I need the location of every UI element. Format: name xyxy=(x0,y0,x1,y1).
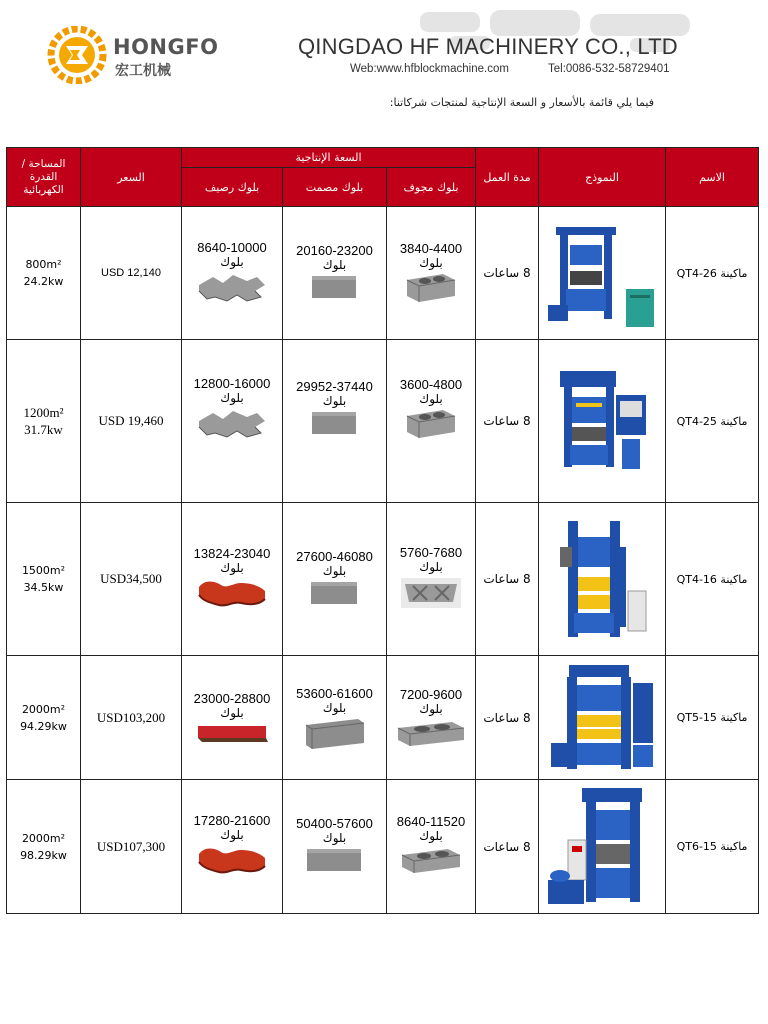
unit-label: بلوك xyxy=(322,563,347,578)
unit-label: بلوك xyxy=(419,702,443,716)
hollow-capacity: 8640-11520 xyxy=(396,814,466,829)
solid-block-icon xyxy=(309,578,361,608)
working-hours: 8 ساعات xyxy=(476,207,539,340)
machine-name: ماكينة QT4-25 xyxy=(666,340,759,503)
solid-cell xyxy=(283,340,387,503)
hollow-capacity: 3840-4400 xyxy=(399,240,463,256)
price-cell: USD107,300 xyxy=(81,780,182,914)
table-row xyxy=(7,503,759,656)
table-row xyxy=(7,656,759,780)
area-power-cell xyxy=(7,656,81,780)
header-name: الاسم xyxy=(666,148,759,207)
area-power-cell xyxy=(7,207,81,340)
solid-capacity: 53600-61600 xyxy=(296,686,373,701)
solid-capacity: 50400-57600 xyxy=(296,816,373,831)
unit-label: بلوك xyxy=(220,390,244,405)
model-image-cell xyxy=(539,780,666,914)
unit-label: بلوك xyxy=(220,560,244,575)
solid-block-icon xyxy=(302,715,368,753)
solid-block-icon xyxy=(310,272,360,302)
hollow-capacity: 7200-9600 xyxy=(399,687,463,702)
company-website: Web:www.hfblockmachine.com xyxy=(350,63,509,75)
hollow-capacity: 5760-7680 xyxy=(399,544,463,560)
hollow-cell xyxy=(387,656,476,780)
paving-capacity: 12800-16000 xyxy=(193,375,271,391)
unit-label: بلوك xyxy=(419,391,443,406)
hollow-capacity: 3600-4800 xyxy=(399,376,463,392)
hollow-cell xyxy=(387,780,476,914)
red-paver-icon xyxy=(195,842,269,878)
block-machine-image xyxy=(552,367,652,475)
company-name: QINGDAO HF MACHINERY CO., LTD xyxy=(298,34,678,59)
hollow-block-icon xyxy=(403,270,459,304)
table-row xyxy=(7,340,759,503)
unit-label: بلوك xyxy=(322,831,347,845)
block-machine-image xyxy=(547,663,657,773)
solid-cell xyxy=(283,780,387,914)
block-machine-image xyxy=(546,217,658,329)
hollow-cell xyxy=(387,340,476,503)
intro-text: فيما يلي قائمة بالأسعار و السعة الإنتاجية لمنتجات شركاتنا: xyxy=(389,96,654,109)
solid-cell xyxy=(283,207,387,340)
hongfo-logo-icon xyxy=(46,26,108,84)
model-image-cell xyxy=(539,340,666,503)
working-hours: 8 ساعات xyxy=(476,503,539,656)
hollow-block-icon xyxy=(394,716,468,750)
header-price: السعر xyxy=(81,148,182,207)
working-hours: 8 ساعات xyxy=(476,780,539,914)
price-cell: USD103,200 xyxy=(81,656,182,780)
unit-label: بلوك xyxy=(419,559,443,574)
paving-cell xyxy=(182,340,283,503)
company-phone: Tel:0086-532-58729401 xyxy=(548,63,670,75)
solid-capacity: 29952-37440 xyxy=(296,378,373,394)
solid-cell xyxy=(283,503,387,656)
header-hollow-block: بلوك مجوف xyxy=(387,168,476,207)
header-model: النموذج xyxy=(539,148,666,207)
area-power-cell xyxy=(7,503,81,656)
paving-capacity: 17280-21600 xyxy=(193,813,271,828)
grey-paver-icon xyxy=(195,269,269,305)
power-value: 24.2kw xyxy=(23,275,64,288)
unit-label: بلوك xyxy=(419,829,443,843)
area-value: 800m² xyxy=(25,258,62,271)
header-hours: مدة العمل xyxy=(476,148,539,207)
brand-name-chinese: 宏工机械 xyxy=(115,63,171,79)
area-value: 1200m² xyxy=(23,405,64,420)
price-cell: USD 12,140 xyxy=(81,207,182,340)
solid-capacity: 27600-46080 xyxy=(296,548,373,564)
table-row xyxy=(7,207,759,340)
solid-cell xyxy=(283,656,387,780)
unit-label: بلوك xyxy=(322,257,347,272)
red-paver-icon xyxy=(194,720,270,746)
unit-label: بلوك xyxy=(220,828,244,842)
grey-paver-icon xyxy=(195,405,269,441)
machine-name: ماكينة QT4-16 xyxy=(666,503,759,656)
power-value: 34.5kw xyxy=(23,581,64,594)
header-solid-block: بلوك مصمت xyxy=(283,168,387,207)
machine-name: ماكينة QT6-15 xyxy=(666,780,759,914)
price-cell: USD 19,460 xyxy=(81,340,182,503)
model-image-cell xyxy=(539,503,666,656)
model-image-cell xyxy=(539,207,666,340)
price-capacity-table xyxy=(6,147,759,914)
area-power-cell xyxy=(7,340,81,503)
unit-label: بلوك xyxy=(220,254,244,269)
unit-label: بلوك xyxy=(220,706,244,720)
price-cell: USD34,500 xyxy=(81,503,182,656)
block-machine-image xyxy=(546,784,658,910)
machine-name: ماكينة QT4-26 xyxy=(666,207,759,340)
unit-label: بلوك xyxy=(322,701,347,715)
solid-block-icon xyxy=(305,845,365,875)
hollow-cell xyxy=(387,207,476,340)
paving-cell xyxy=(182,656,283,780)
unit-label: بلوك xyxy=(419,255,443,270)
block-machine-image xyxy=(554,517,650,641)
machine-name: ماكينة QT5-15 xyxy=(666,656,759,780)
hollow-block-icon xyxy=(398,843,464,877)
area-power-cell xyxy=(7,780,81,914)
brand-name: HONGFO xyxy=(113,35,219,59)
red-paver-icon xyxy=(195,575,269,611)
paving-capacity: 8640-10000 xyxy=(197,239,267,255)
solid-capacity: 20160-23200 xyxy=(296,242,373,258)
header-area-power: المساحة / القدرة الكهربائية xyxy=(7,148,81,207)
power-value: 31.7kw xyxy=(24,422,63,437)
area-value: 2000m² xyxy=(21,702,66,716)
paving-cell xyxy=(182,207,283,340)
hollow-block-icon xyxy=(403,406,459,440)
paving-capacity: 13824-23040 xyxy=(193,545,271,561)
area-value: 1500m² xyxy=(21,564,66,577)
working-hours: 8 ساعات xyxy=(476,340,539,503)
unit-label: بلوك xyxy=(322,393,347,408)
hollow-block-icon xyxy=(399,574,463,612)
working-hours: 8 ساعات xyxy=(476,656,539,780)
model-image-cell xyxy=(539,656,666,780)
power-value: 98.29kw xyxy=(20,848,67,862)
hollow-cell xyxy=(387,503,476,656)
header-paving-block: بلوك رصيف xyxy=(182,168,283,207)
solid-block-icon xyxy=(310,408,360,438)
paving-cell xyxy=(182,780,283,914)
paving-capacity: 23000-28800 xyxy=(193,691,271,706)
table-row xyxy=(7,780,759,914)
area-value: 2000m² xyxy=(21,831,66,845)
power-value: 94.29kw xyxy=(20,719,67,733)
header-capacity: السعة الإنتاجية xyxy=(182,148,476,168)
paving-cell xyxy=(182,503,283,656)
